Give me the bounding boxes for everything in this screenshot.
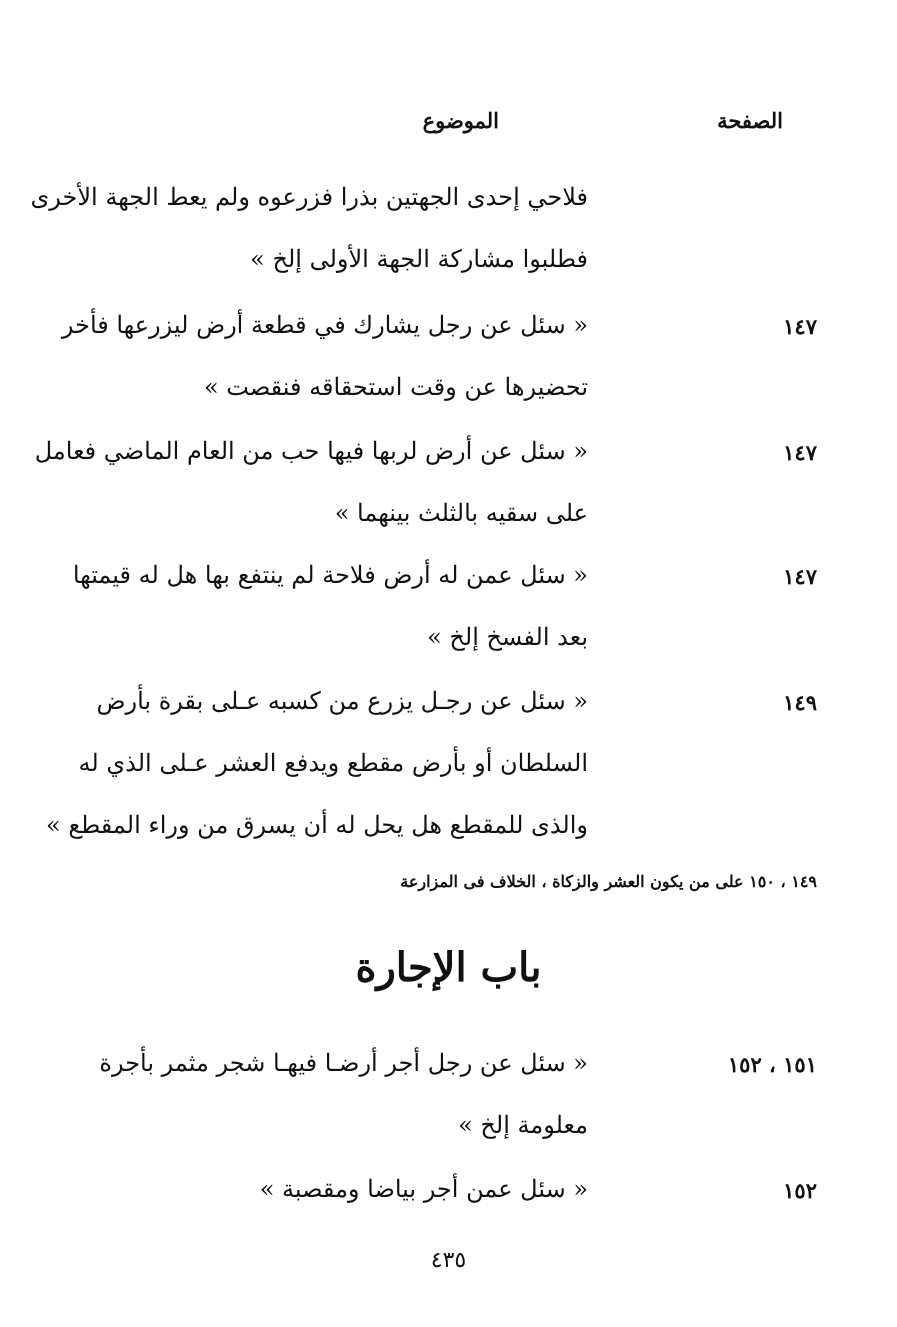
summary-line: ١٤٩ ، ١٥٠ على من يكون العشر والزكاة ، الخلاف فى المزارعة (400, 872, 817, 891)
entry-line: بعد الفسخ إلخ » (427, 623, 588, 651)
entry-line: معلومة إلخ » (458, 1111, 588, 1139)
entry-text (46, 670, 588, 856)
entry-line: السلطان أو بأرض مقطع ويدفع العشر عـلى الذي له (78, 749, 588, 777)
entry-page-number: ١٥١ ، ١٥٢ (727, 1052, 817, 1077)
entry-page-number: ١٤٧ (783, 314, 817, 339)
entry-line: على سقيه بالثلث بينهما » (334, 499, 588, 527)
entry-text (30, 166, 588, 290)
topic-column-header: الموضوع (422, 108, 499, 133)
entry-page-number: ١٥٢ (783, 1178, 817, 1203)
entry-text (34, 420, 588, 544)
entry-line: تحضيرها عن وقت استحقاقه فنقصت » (203, 373, 588, 401)
entry-line: « سئل عمن أجر بياضا ومقصبة » (259, 1175, 588, 1203)
entry-line: « سئل عن رجـل يزرع من كسبه عـلى بقرة بأرض (96, 687, 588, 715)
entry-page-number: ١٤٩ (783, 690, 817, 715)
entry-text (61, 294, 588, 418)
page-column-header: الصفحة (717, 108, 783, 133)
entry-line: والذى للمقطع هل يحل له أن يسرق من وراء المقطع » (46, 811, 588, 839)
entry-line: « سئل عمن له أرض فلاحة لم ينتفع بها هل له قيمتها (72, 561, 588, 589)
section-title: باب الإجارة (355, 944, 542, 991)
page-number: ٤٣٥ (430, 1248, 467, 1273)
entry-text (72, 544, 588, 668)
entry-line: فطلبوا مشاركة الجهة الأولى إلخ » (250, 245, 588, 273)
entry-page-number: ١٤٧ (783, 564, 817, 589)
entry-line: « سئل عن رجل أجر أرضـا فيهـا شجر مثمر بأجرة (99, 1049, 588, 1077)
entry-page-number: ١٤٧ (783, 440, 817, 465)
entry-line: فلاحي إحدى الجهتين بذرا فزرعوه ولم يعط الجهة الأخرى (30, 183, 588, 211)
entry-line: « سئل عن أرض لربها فيها حب من العام الماضي فعامل (34, 437, 588, 465)
entry-text (100, 1158, 588, 1220)
entry-line: « سئل عن رجل يشارك في قطعة أرض ليزرعها فأخر (61, 311, 588, 339)
entry-text (100, 1032, 588, 1156)
